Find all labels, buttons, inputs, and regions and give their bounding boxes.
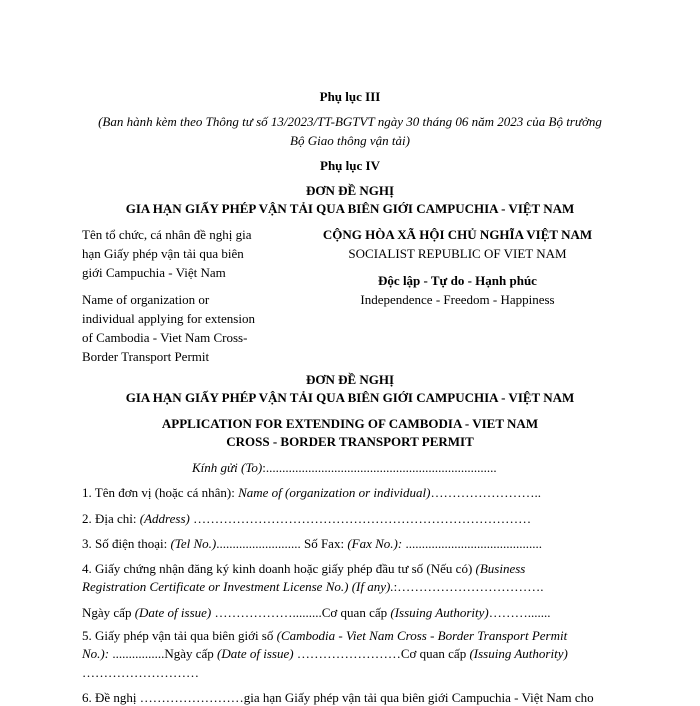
top-title-line2: GIA HẠN GIẤY PHÉP VẬN TẢI QUA BIÊN GIỚI CAMPUCHIA - VIỆT NAM <box>125 201 575 216</box>
applicant-vi-line3: giới Campuchia - Việt Nam <box>82 265 226 280</box>
field-5-label-en-part1: (Cambodia - Viet Nam Cross - Border Transport Permit <box>276 628 568 643</box>
fax-label: Số Fax: <box>300 536 348 551</box>
field-4-registration-cont <box>82 579 543 595</box>
field-4-label-en-part1: (Business <box>475 561 526 576</box>
fax-blank: .......................................... <box>402 536 542 551</box>
form-title-vi-line1: ĐƠN ĐỀ NGHỊ <box>305 372 395 387</box>
field-5-date-label-en: (Date of issue) <box>217 646 294 661</box>
form-title-en-line1: APPLICATION FOR EXTENDING OF CAMBODIA - VIET NAM <box>161 416 539 431</box>
top-title-line1: ĐƠN ĐỀ NGHỊ <box>305 183 395 198</box>
field-4-authority-blank: ………....... <box>488 605 551 620</box>
field-2-address <box>82 511 531 527</box>
recipient-label-en: (To) <box>241 460 263 475</box>
recipient-dots: :....................................................................... <box>262 460 497 475</box>
republic-name-en: SOCIALIST REPUBLIC OF VIET NAM <box>348 246 567 261</box>
field-4-authority-label: Cơ quan cấp <box>321 605 391 620</box>
form-title-vi-line2: GIA HẠN GIẤY PHÉP VẬN TẢI QUA BIÊN GIỚI CAMPUCHIA - VIỆT NAM <box>125 390 575 405</box>
field-4-date-label-en: (Date of issue) <box>134 605 212 620</box>
field-5-date-label: Ngày cấp <box>164 646 218 661</box>
field-5-date-blank: …………………… <box>293 646 401 661</box>
field-5-authority-label: Cơ quan cấp <box>400 646 470 661</box>
field-1-organization <box>82 485 541 501</box>
field-5-blank: ................ <box>109 646 165 661</box>
applicant-en-line3: of Cambodia - Viet Nam Cross- <box>82 330 248 345</box>
field-4-registration <box>82 561 525 577</box>
field-5-permit-cont <box>82 646 568 662</box>
field-3-blank: .......................... <box>216 536 301 551</box>
form-title-en-line2: CROSS - BORDER TRANSPORT PERMIT <box>226 434 474 449</box>
issuance-note-line1: (Ban hành kèm theo Thông tư số 13/2023/TT-BGTVT ngày 30 tháng 06 năm 2023 của Bộ trưởng <box>98 114 602 129</box>
field-2-blank: …………………………………………………………………… <box>189 511 532 526</box>
field-4-date-label: Ngày cấp <box>82 605 135 620</box>
fax-label-en: (Fax No.): <box>347 536 403 551</box>
field-3-label: 3. Số điện thoại: <box>82 536 171 551</box>
applicant-en-line4: Border Transport Permit <box>82 349 210 364</box>
field-2-label: 2. Địa chỉ: <box>82 511 140 526</box>
appendix-iii-heading: Phụ lục III <box>319 89 381 104</box>
applicant-vi-line1: Tên tổ chức, cá nhân đề nghị gia <box>82 227 252 242</box>
field-6-request: 6. Đề nghị ……………………gia hạn Giấy phép vận tải qua biên giới Campuchia - Việt Nam cho <box>82 690 594 705</box>
field-5-permit <box>82 628 567 644</box>
motto-en: Independence - Freedom - Happiness <box>360 292 555 307</box>
recipient-label: Kính gửi <box>192 460 238 475</box>
applicant-block <box>82 225 282 366</box>
issuance-note-line2: Bộ Giao thông vận tải) <box>290 133 410 148</box>
field-4-date-blank: ………………......... <box>211 605 322 620</box>
field-1-blank: …………………….. <box>430 485 541 500</box>
field-4-blank: :……………………………. <box>393 579 544 594</box>
national-header <box>285 225 630 309</box>
field-5-permit-tail <box>82 665 199 681</box>
appendix-iv-heading: Phụ lục IV <box>320 158 380 173</box>
field-5-authority-label-en: (Issuing Authority) <box>469 646 568 661</box>
field-2-label-en: (Address) <box>139 511 190 526</box>
field-3-phone-fax <box>82 536 542 552</box>
field-3-label-en: (Tel No.) <box>170 536 217 551</box>
field-5-label-en-part2: No.): <box>82 646 110 661</box>
field-5-label: 5. Giấy phép vận tải qua biên giới số <box>82 628 277 643</box>
field-4-label-en-part2: Registration Certificate or Investment License No.) (If any). <box>82 579 394 594</box>
recipient-line <box>192 460 497 476</box>
field-1-label-en: Name of (organization or individual) <box>238 485 431 500</box>
republic-name-vi: CỘNG HÒA XÃ HỘI CHỦ NGHĨA VIỆT NAM <box>322 227 593 242</box>
field-4-issue-info <box>82 605 550 621</box>
field-1-label: 1. Tên đơn vị (hoặc cá nhân): <box>82 485 239 500</box>
motto-vi: Độc lập - Tự do - Hạnh phúc <box>378 273 537 288</box>
field-4-label: 4. Giấy chứng nhận đăng ký kinh doanh hoặc giấy phép đầu tư số (Nếu có) <box>82 561 476 576</box>
applicant-en-line1: Name of organization or <box>82 292 210 307</box>
field-4-authority-label-en: (Issuing Authority) <box>390 605 489 620</box>
field-5-authority-blank: ……………………… <box>82 665 199 680</box>
applicant-en-line2: individual applying for extension <box>82 311 255 326</box>
applicant-vi-line2: hạn Giấy phép vận tải qua biên <box>82 246 244 261</box>
